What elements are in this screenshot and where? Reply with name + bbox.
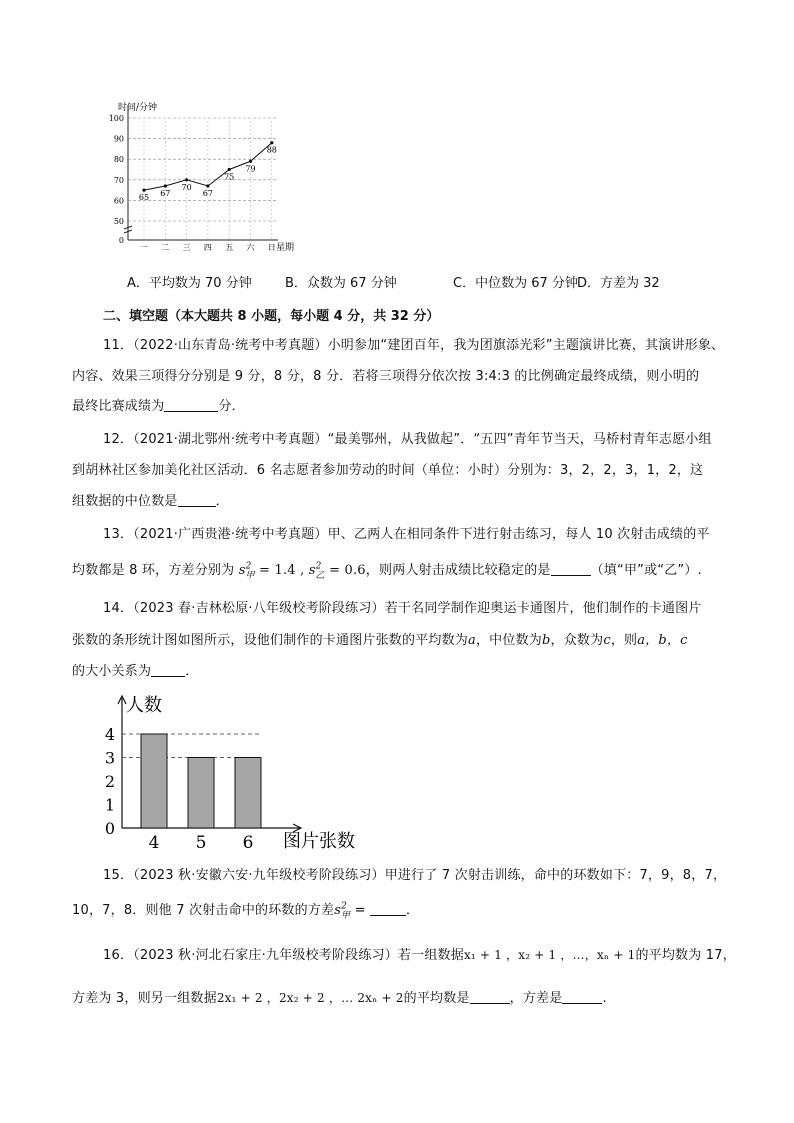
q14-var-b: b: [541, 633, 551, 648]
q14-suffix: ．: [185, 664, 199, 679]
q11-line-2: 内容、效果三项得分分别是 9 分，8 分，8 分．若将三项得分依次按 3:4:3 的比例确定最终成绩，则小明的: [72, 369, 700, 384]
line-chart-x-label: 星期: [276, 243, 295, 253]
q14-text-2: ，中位数为: [475, 633, 542, 648]
data-point: [142, 189, 145, 192]
q13-answer-blank[interactable]: [551, 561, 591, 576]
y-tick-label: 3: [104, 748, 115, 768]
q11-prefix: 最终比赛成绩为: [72, 399, 165, 414]
bar-chart: [100, 692, 390, 852]
bar-chart-x-label: 图片张数: [283, 831, 355, 852]
x-tick-label: 日: [267, 243, 276, 252]
q11-line-3: [72, 397, 245, 417]
q12-line-3: [72, 492, 229, 512]
q13-line-2: [72, 561, 702, 581]
x-tick-label: 4: [148, 833, 160, 852]
q16-text-3: 的平均数是: [403, 991, 470, 1006]
q13-prefix: 均数都是 8 环，方差分别为: [72, 563, 235, 578]
q14-text-4: ，则: [610, 633, 638, 648]
q13-suffix: （填“甲”或“乙”）.: [590, 563, 702, 578]
y-tick-label: 100: [108, 114, 124, 123]
q11-suffix: 分．: [218, 399, 245, 414]
q14-prefix: 的大小关系为: [72, 664, 152, 679]
q12-line-1: 12．（2021·湖北鄂州·统考中考真题）“最美鄂州，从我做起”．“五四”青年节当天，马桥村青年志愿小组: [103, 432, 712, 447]
data-label: 88: [266, 145, 277, 155]
data-label: 67: [202, 188, 213, 198]
line-chart: [100, 95, 400, 255]
q12-answer-blank[interactable]: [178, 492, 216, 507]
bar: [141, 734, 167, 828]
y-tick-label: 0: [118, 236, 124, 245]
q14-text-1: 张数的条形统计图如图所示，设他们制作的卡通图片张数的平均数为: [72, 633, 469, 648]
option-b[interactable]: B．众数为 67 分钟: [285, 276, 397, 291]
q16-prefix: 16．（2023 秋·河北石家庄·九年级校考阶段练习）若一组数据: [103, 948, 464, 963]
data-point: [185, 178, 188, 181]
y-tick-label: 90: [113, 134, 124, 144]
y-tick-label: 1: [104, 795, 115, 815]
q11-line-1: 11．（2022·山东青岛·统考中考真题）小明参加“建团百年，我为团旗添光彩”主题演讲比赛，其演讲形象、: [103, 338, 725, 353]
q15-line-1: 15．（2023 秋·安徽六安·九年级校考阶段练习）甲进行了 7 次射击训练，命中的环数如下：7，9，8，7，: [103, 868, 727, 883]
line-chart-y-label: 时间/分钟: [118, 103, 158, 113]
option-a[interactable]: A．平均数为 70 分钟: [127, 276, 252, 291]
x-tick-label: 5: [195, 833, 207, 852]
data-point: [206, 184, 209, 187]
y-tick-label: 4: [104, 725, 115, 744]
q16-text-2: 方差为 3，则另一组数据: [72, 991, 217, 1006]
y-tick-label: 60: [113, 196, 124, 206]
q14-text-3: ，众数为: [550, 633, 604, 648]
x-tick-label: 五: [225, 243, 234, 252]
q15-suffix: ．: [406, 903, 420, 918]
q14-line-3: [72, 662, 198, 682]
q15-equals: =: [350, 903, 371, 918]
q16-mean-blank[interactable]: [470, 989, 510, 1004]
y-tick-label: 50: [113, 217, 124, 226]
data-label: 75: [224, 172, 235, 182]
q14-var-c: c: [603, 633, 611, 648]
q14-var-a: a: [468, 633, 476, 648]
y-tick-label: 2: [104, 772, 115, 791]
q13-variance-a-value: = 1.4 ,: [254, 563, 309, 578]
q13-middle: ，则两人射击成绩比较稳定的是: [365, 563, 551, 578]
q14-answer-blank[interactable]: [151, 662, 185, 677]
data-label: 65: [138, 193, 150, 203]
data-point: [228, 168, 231, 171]
data-label: 67: [160, 188, 171, 198]
y-tick-label: 70: [113, 175, 124, 185]
y-tick-label: 0: [104, 819, 115, 838]
bar: [188, 758, 214, 829]
y-tick-label: 80: [113, 155, 124, 165]
q12-line-2: 到胡林社区参加美化社区活动．6 名志愿者参加劳动的时间（单位：小时）分别为：3，2，2，3，1，2，这: [72, 463, 704, 478]
q15-variance: $s^2_甲$: [334, 901, 351, 921]
q16-variance-blank[interactable]: [562, 989, 602, 1004]
q13-variance-b-value: = 0.6: [324, 563, 366, 578]
q16-data-1: x₁ + 1 ，x₂ + 1 ，…，xₙ + 1: [463, 948, 636, 962]
data-point: [164, 184, 167, 187]
q16-data-2: 2x₁ + 2 ，2x₂ + 2 ，… 2xₙ + 2: [216, 991, 404, 1005]
q16-suffix: .: [602, 991, 607, 1006]
x-tick-label: 一: [140, 243, 148, 252]
bar: [235, 758, 261, 829]
answer-options: [127, 272, 660, 291]
q16-text-1: 的平均数为 17，: [635, 948, 736, 963]
x-tick-label: 6: [242, 833, 254, 852]
x-tick-label: 二: [161, 243, 170, 252]
q14-vars-abc: a，b，c: [637, 633, 688, 648]
x-tick-label: 四: [203, 243, 212, 252]
q11-answer-blank[interactable]: [164, 397, 218, 412]
q15-answer-blank[interactable]: [370, 901, 406, 916]
x-tick-label: 六: [246, 243, 255, 252]
q14-line-2: [72, 631, 688, 651]
q15-line-2: [72, 901, 419, 921]
data-point: [270, 141, 273, 144]
q16-text-4: ，方差是: [509, 991, 563, 1006]
q13-line-1: 13．（2021·广西贵港·统考中考真题）甲、乙两人在相同条件下进行射击练习，每人 10 次射击成绩的平: [103, 527, 710, 542]
data-label: 70: [181, 182, 192, 192]
q13-variance-b: $s^2_乙$: [308, 561, 325, 581]
bar-chart-y-label: 人数: [126, 695, 162, 716]
section-title: 二、填空题（本大题共 8 小题，每小题 4 分，共 32 分）: [103, 309, 440, 324]
q14-line-1: 14．（2023 春·吉林松原·八年级校考阶段练习）若干名同学制作迎奥运卡通图片，他们制作的卡通图片: [103, 601, 702, 616]
q12-suffix: ．: [215, 494, 229, 509]
data-point: [249, 160, 252, 163]
x-tick-label: 三: [182, 243, 191, 252]
q15-prefix: 10，7，8．则他 7 次射击命中的环数的方差: [72, 903, 335, 918]
q16-line-2: [72, 988, 607, 1009]
q16-line-1: [103, 945, 736, 966]
q12-prefix: 组数据的中位数是: [72, 494, 178, 509]
option-d[interactable]: D．方差为 32: [577, 276, 660, 291]
data-label: 79: [245, 164, 256, 174]
q13-variance-a: $s^2_甲$: [238, 561, 255, 581]
option-c[interactable]: C．中位数为 67 分钟: [453, 276, 578, 291]
